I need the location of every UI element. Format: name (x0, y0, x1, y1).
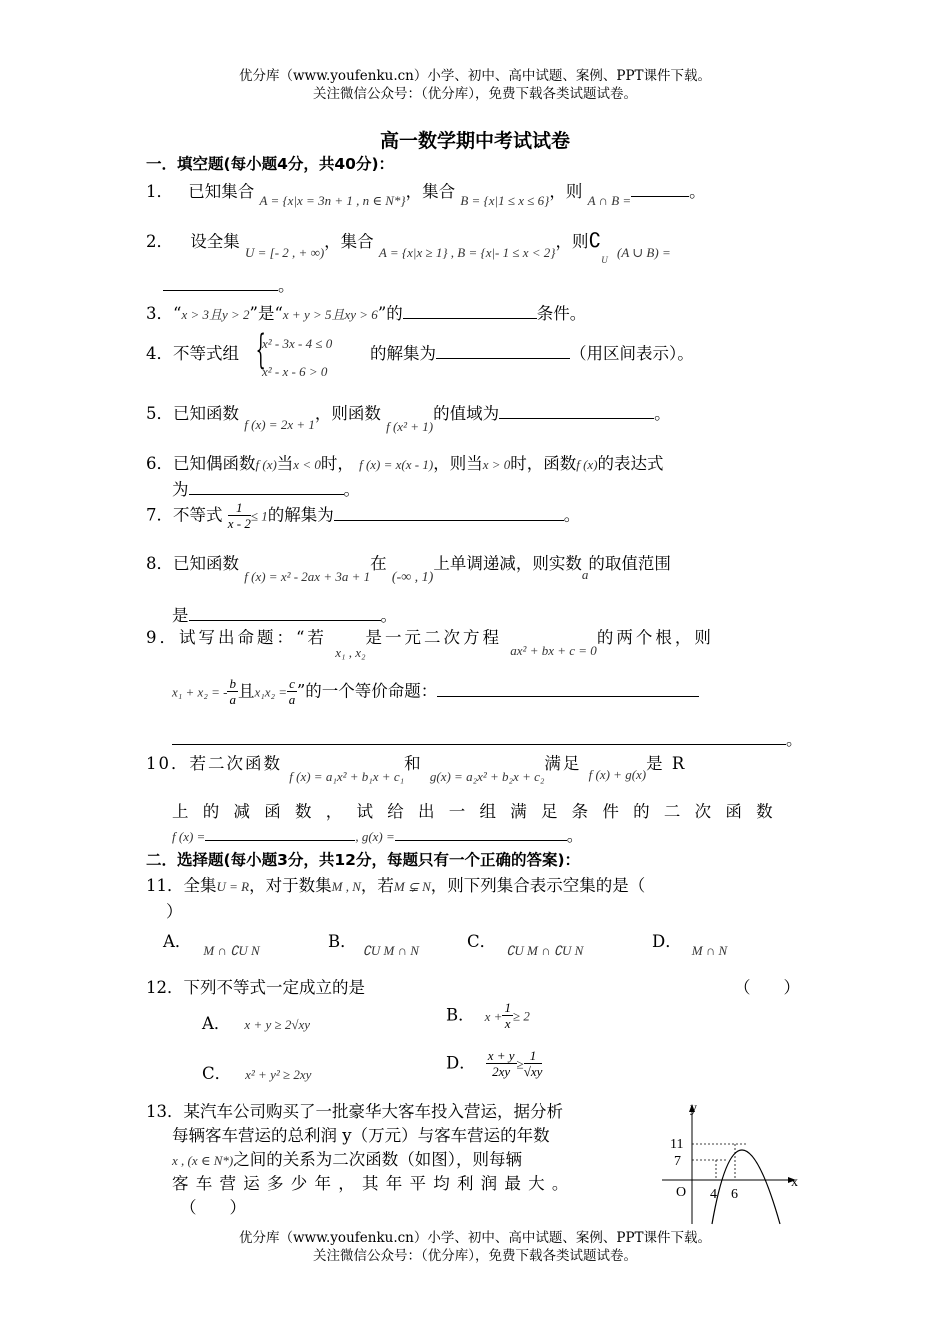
footer-line-2: 关注微信公众号：（优分库），免费下载各类试题试卷。 (313, 1248, 637, 1264)
q6-answer-blank[interactable] (189, 479, 344, 495)
q10-line-2: 上 的 减 函 数 ， 试 给 出 一 组 满 足 条 件 的 二 次 函 数 (172, 802, 778, 821)
q2-text: 设全集 (190, 232, 240, 251)
q9-sum: x₁ + x₂ = - (172, 684, 228, 700)
q2-end: 。 (278, 276, 295, 295)
q11-option-a-label: A． (163, 932, 192, 951)
q7-ineq: ≤ 1 (250, 508, 268, 524)
q10-text-3: 满足 (544, 754, 582, 773)
q3-condition-2: x + y > 5且xy > 6 (282, 307, 378, 322)
q10-g: g(x) = a₂x² + b₂x + c₂ (429, 769, 545, 784)
q9-text-2: 是一元二次方程 (365, 628, 503, 647)
q6-cond-2: x > 0 (482, 457, 511, 472)
question-3 (146, 300, 586, 324)
q2-answer-blank[interactable] (163, 275, 278, 291)
section-2-heading: 二．选择题(每小题3分，共12分，每题只有一个正确的答案)： (146, 851, 581, 869)
q2-number: 2． (146, 232, 173, 251)
q11-text-4: ，则下列集合表示空集的是（ (430, 876, 646, 895)
q5-end: 。 (654, 404, 671, 423)
q2-sets: A = {x|x ≥ 1} , B = {x|- 1 ≤ x < 2} (378, 245, 556, 260)
q12-d2-numerator: 1 (524, 1048, 543, 1064)
q11-option-d-label: D． (652, 932, 682, 951)
question-5 (146, 400, 671, 434)
q11-close-paren: ） (166, 902, 183, 921)
q3-end: 条件。 (536, 304, 587, 323)
q12-d-denominator: 2xy (492, 1064, 511, 1079)
q11-text-3: ，若 (360, 876, 394, 895)
q12-option-d[interactable] (446, 1048, 542, 1080)
q9-line-3 (172, 726, 803, 750)
q5-text: 已知函数 (173, 404, 239, 423)
q5-composite: f (x² + 1) (386, 419, 434, 434)
q2-complement-sub: U (601, 255, 608, 266)
q9-f1-numerator: b (229, 676, 236, 691)
q6-f: f (x) (255, 457, 277, 472)
q11-sets: M , N (331, 879, 361, 894)
q7-text-2: 的解集为 (267, 505, 334, 525)
q1-end: 。 (689, 182, 706, 201)
q12-option-a-label: A． (202, 1014, 231, 1033)
q13-paren: （ ） (180, 1198, 246, 1217)
q11-option-d[interactable] (652, 928, 728, 958)
q5-number: 5． (146, 404, 173, 423)
q9-text-4: 且 (237, 681, 255, 701)
q3-number: 3． (146, 304, 173, 323)
q11-option-c-label: C． (467, 932, 497, 951)
q10-line-3 (172, 822, 583, 846)
q9-equation: ax² + bx + c = 0 (510, 643, 597, 658)
q12-d2-denominator: √xy (523, 1064, 543, 1079)
q1-expression: A ∩ B = (587, 193, 632, 208)
page-title: 高一数学期中考试试卷 (379, 130, 570, 152)
q4-answer-blank[interactable] (436, 343, 570, 359)
q9-product: x₁x₂ = (254, 684, 288, 700)
q6-text-2: 当 (276, 454, 294, 473)
q6-cond-1: x < 0 (293, 457, 321, 472)
q7-numerator: 1 (228, 500, 251, 516)
q13-domain: x , (x ∈ N*) (172, 1153, 234, 1168)
complement-icon: ∁ (588, 228, 602, 252)
question-1 (146, 178, 706, 208)
q8-answer-blank[interactable] (189, 605, 381, 621)
q10-number: 10． (146, 754, 190, 773)
q11-text: 全集 (183, 876, 217, 895)
q10-f-answer-blank[interactable] (205, 825, 355, 841)
q1-text-3: ，则 (549, 182, 583, 201)
q7-answer-blank[interactable] (334, 505, 564, 521)
q9-text-5: ”的一个等价命题： (296, 681, 438, 701)
q8-answer-line (172, 602, 397, 626)
q6-answer-line (172, 476, 360, 500)
q2-text-3: ，则 (555, 232, 589, 251)
q12-option-b-pre: x + (484, 1008, 503, 1024)
question-8 (146, 550, 671, 585)
q7-end: 。 (563, 505, 581, 525)
header-line-1: 优分库（www.youfenku.cn）小学、初中、高中试题、案例、PPT课件下载。 (238, 68, 712, 84)
q12-option-d-label: D． (446, 1053, 476, 1073)
q10-end: 。 (566, 826, 584, 845)
brace-icon: { (255, 327, 266, 373)
q12-option-b-fraction (502, 1000, 513, 1032)
q6-text: 已知偶函数 (173, 454, 256, 473)
q4-text: 不等式组 (173, 344, 239, 363)
q11-option-b-label: B． (328, 932, 357, 951)
q13-line-4: 客 车 营 运 多 少 年 ， 其 年 平 均 利 润 最 大 。 (172, 1174, 570, 1193)
q12-text: 下列不等式一定成立的是 (183, 978, 365, 997)
q3-text-3: ”的 (377, 304, 403, 323)
question-10 (146, 750, 687, 784)
q9-roots: x₁ , x₂ (335, 645, 366, 660)
graph-x-tick-6: 6 (731, 1187, 738, 1202)
q6-text-3: 时， (320, 454, 354, 473)
q8-text-4: 的取值范围 (588, 554, 671, 573)
question-7 (146, 500, 580, 532)
q9-text-3: 的两个根，则 (596, 628, 714, 647)
q13-line-1: 某汽车公司购买了一批豪华大客车投入营运，据分析 (183, 1102, 563, 1121)
q11-subset: M ⊊ N (393, 879, 431, 894)
q4-inequality-2: x² - x - 6 > 0 (262, 364, 328, 379)
q10-text: 若二次函数 (189, 754, 282, 773)
q12-option-b-label: B． (446, 1005, 475, 1025)
q12-option-d-mid: ≥ (516, 1056, 524, 1072)
q3-text-2: ”是“ (249, 304, 283, 323)
graph-origin: O (676, 1185, 687, 1200)
header-line-2: 关注微信公众号：（优分库），免费下载各类试题试卷。 (313, 86, 637, 102)
q13-number: 13． (146, 1102, 184, 1121)
q11-option-a[interactable] (163, 928, 260, 958)
q6-text-6: 的表达式 (597, 454, 664, 473)
q8-text-5: 是 (172, 606, 189, 625)
q7-number: 7． (146, 505, 173, 525)
q11-text-2: ，对于数集 (249, 876, 332, 895)
q2-universal-set: U = [- 2 , + ∞) (245, 245, 325, 260)
q7-text: 不等式 (173, 505, 223, 525)
q9-f2-denominator: a (288, 692, 296, 707)
q10-text-4: 是 R (646, 754, 687, 773)
q8-number: 8． (146, 554, 173, 573)
q10-sum: f (x) + g(x) (588, 767, 647, 782)
q6-text-5: 时，函数 (510, 454, 577, 473)
q12-option-a[interactable] (202, 1010, 310, 1034)
q11-number: 11． (146, 876, 184, 895)
q11-option-a-text: M ∩ ∁U N (203, 943, 260, 958)
question-6 (146, 450, 664, 474)
parabola-curve (712, 1150, 780, 1224)
q12-option-d-fraction-1 (486, 1048, 517, 1080)
q10-f-answer-label: f (x) = (172, 829, 206, 844)
q2-answer-line (163, 272, 295, 296)
q12-d-numerator: x + y (487, 1048, 515, 1063)
q9-f1-denominator: a (229, 692, 236, 707)
question-11 (146, 872, 645, 896)
q1-set-a: A = {x|x = 3n + 1 , n ∈ N*} (259, 193, 406, 208)
q12-option-b[interactable] (446, 1000, 530, 1032)
q11-option-c-text: ∁U M ∩ ∁U N (506, 943, 584, 958)
q6-number: 6． (146, 454, 173, 473)
question-2 (146, 228, 671, 266)
footer-line-1: 优分库（www.youfenku.cn）小学、初中、高中试题、案例、PPT课件下载。 (238, 1230, 712, 1246)
q7-denominator: x - 2 (227, 516, 251, 531)
q11-option-c[interactable] (467, 928, 584, 958)
q8-text: 已知函数 (173, 554, 239, 573)
q12-paren: （ ） (734, 978, 800, 997)
q12-option-d-fraction-2 (524, 1048, 543, 1080)
q9-text: 试写出命题：“若 (179, 628, 327, 647)
graph-y-tick-7: 7 (674, 1154, 681, 1169)
q12-b-numerator: 1 (504, 1000, 511, 1015)
q11-option-d-text: M ∩ N (691, 943, 728, 958)
q13-line-2: 每辆客车营运的总利润 y（万元）与客车营运的年数 (172, 1126, 550, 1145)
q6-text-4: ，则当 (433, 454, 483, 473)
q3-text: “ (173, 304, 182, 323)
q8-a: a (581, 567, 589, 582)
q13-line-3-text: 之间的关系为二次函数（如图），则每辆 (233, 1150, 522, 1169)
q8-text-3: 上单调递减，则实数 (433, 554, 582, 573)
graph-y-tick-11: 11 (670, 1137, 684, 1152)
q3-condition-1: x > 3且y > 2 (181, 307, 250, 322)
q11-option-b-text: ∁U M ∩ N (362, 943, 419, 958)
q1-text: 已知集合 (188, 182, 255, 201)
q4-inequality-1: x² - 3x - 4 ≤ 0 (262, 336, 333, 351)
graph-x-label: x (791, 1175, 798, 1190)
q9-number: 9． (146, 628, 179, 647)
q4-number: 4． (146, 344, 173, 363)
section-1-heading: 一．填空题(每小题4分，共40分)： (146, 155, 395, 173)
q2-text-2: ，集合 (324, 232, 374, 251)
q9-fraction-2 (287, 676, 297, 708)
q12-option-c-text: x² + y² ≥ 2xy (245, 1067, 312, 1082)
question-12 (146, 974, 365, 998)
q9-fraction-1 (227, 676, 238, 708)
q10-g-answer-blank[interactable] (395, 825, 567, 841)
q11-option-b[interactable] (328, 928, 419, 958)
q6-end: 。 (343, 480, 360, 499)
q11-universal: U = R (216, 879, 250, 894)
q8-interval: (-∞ , 1) (391, 570, 434, 585)
q5-function: f (x) = 2x + 1 (244, 417, 315, 432)
q4-text-2: 的解集为 (370, 344, 436, 363)
q12-option-b-post: ≥ 2 (512, 1008, 530, 1024)
q6-given: f (x) = x(x - 1) (359, 457, 434, 472)
q9-answer-blank[interactable] (437, 681, 699, 697)
q9-answer-blank-2[interactable] (172, 729, 786, 745)
q1-set-b: B = {x|1 ≤ x ≤ 6} (460, 193, 550, 208)
q9-end: 。 (786, 730, 803, 749)
question-13 (146, 1098, 563, 1122)
graph-y-label: y (690, 1101, 697, 1116)
q8-text-2: 在 (370, 554, 387, 573)
q9-f2-numerator: c (289, 676, 295, 691)
q13-line-3 (172, 1146, 522, 1170)
q6-f-2: f (x) (576, 457, 598, 472)
q1-answer-blank[interactable] (631, 181, 689, 197)
q12-b-denominator: x (504, 1016, 511, 1031)
q7-fraction (228, 500, 251, 532)
parabola-graph (656, 1096, 806, 1226)
q9-line-2 (172, 676, 699, 708)
q5-text-3: 的值域为 (433, 404, 500, 423)
q12-option-c[interactable] (202, 1060, 311, 1084)
graph-x-tick-4: 4 (710, 1187, 717, 1202)
q10-g-answer-label: , g(x) = (355, 829, 395, 844)
q4-text-3: （用区间表示）。 (570, 344, 694, 363)
q1-text-2: ，集合 (405, 182, 456, 201)
q12-option-a-text: x + y ≥ 2√xy (244, 1017, 311, 1032)
q1-number: 1． (146, 182, 173, 201)
q2-expression: (A ∪ B) = (617, 245, 671, 260)
q10-text-2: 和 (404, 754, 423, 773)
q4-rest (370, 340, 694, 364)
question-4 (146, 340, 239, 364)
q12-option-c-label: C． (202, 1064, 232, 1083)
q12-number: 12． (146, 978, 184, 997)
q10-f: f (x) = a₁x² + b₁x + c₁ (289, 769, 405, 784)
q5-text-2: ，则函数 (314, 404, 381, 423)
q3-answer-blank[interactable] (403, 303, 537, 319)
q5-answer-blank[interactable] (499, 403, 654, 419)
q6-text-7: 为 (172, 480, 189, 499)
q8-function: f (x) = x² - 2ax + 3a + 1 (244, 569, 371, 584)
q8-end: 。 (380, 606, 397, 625)
question-9 (146, 624, 714, 660)
